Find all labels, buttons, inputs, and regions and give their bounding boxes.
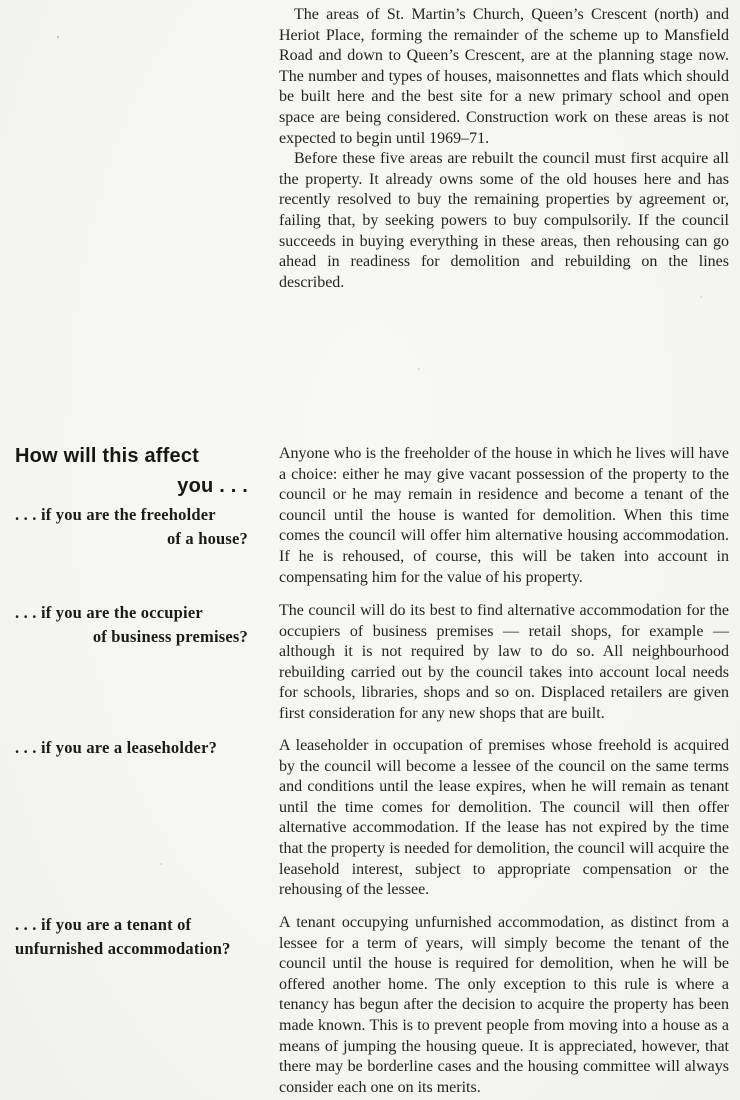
question-label-line: . . . if you are a tenant of [15,915,192,934]
intro-paragraph-2: Before these five areas are rebuilt the council must first acquire all the property. It already owns some of the old houses here and has recently resolved to buy the remaining properties by agreement or, failing that, by seeking powers to buy compulsorily. If the council succeeds in buying everything in these areas, then rehousing can go ahead in readiness for demolition and rebuilding on the lines described. [279,150,729,291]
question-label-tenant [15,913,248,961]
question-label-business-occupier [15,601,248,649]
answer-paragraph-freeholder: Anyone who is the freeholder of the house in which he lives will have a choice: either he may give vacant possession of the property to the council or he may remain in residence and become a tenant of the council until the house is wanted for demolition. When this time comes the council will offer him alternative housing accommodation. If he is rehoused, of course, this will be taken into account in compensating him for the value of his property. [279,445,729,586]
answer-paragraph-tenant: A tenant occupying unfurnished accommodation, as distinct from a lessee for a term of years, will simply become the tenant of the council until the house is required for demolition, when he will be offered another home. The only exception to this rule is where a tenancy has begun after the decision to acquire the property has been made known. This is to prevent people from moving into a house as a means of jumping the housing queue. It is appreciated, however, that there may be borderline cases and the housing committee will always consider each one on its merits. [279,914,729,1096]
intro-text-block [279,5,729,293]
scan-speck [57,36,59,38]
question-label-line: unfurnished accommodation? [15,939,231,958]
question-label-line: . . . if you are a leaseholder? [15,738,218,757]
answer-paragraph-leaseholder: A leaseholder in occupation of premises whose freehold is acquired by the council will become a lessee of the council on the same terms and conditions until the lease expires, when he will remain as tenant until the time comes for demolition. The council will then offer alternative accommodation. If the lease has not expired by the time that the property is needed for demolition, the council will acquire the leasehold interest, subject to appropriate compensation or the rehousing of the lessee. [279,737,729,899]
scan-speck [700,296,702,298]
section-heading [15,441,248,501]
question-label-line: . . . if you are the occupier [15,603,203,622]
intro-paragraph-1: The areas of St. Martin’s Church, Queen’s Crescent (north) and Heriot Place, forming the remainder of the scheme up to Mansfield Road and down to Queen’s Crescent, are at the planning stage now. The number and types of houses, maisonnettes and flats which should be built here and the best site for a new primary school and open space are being considered. Construction work on these areas is not expected to begin until 1969–71. [279,6,729,147]
scan-speck [418,368,420,370]
question-label-freeholder [15,503,248,551]
section-heading-line1: How will this affect [15,445,200,467]
question-label-line: of a house? [166,529,248,548]
question-label-line: of business premises? [92,627,248,646]
scan-speck [160,863,162,865]
question-label-line: . . . if you are the freeholder [15,505,216,524]
answer-paragraph-business-occupier: The council will do its best to find alternative accommodation for the occupiers of business premises — retail shops, for example — although it is not required by law to do so. All neighbourhood rebuilding carried out by the council takes into account local needs for schools, libraries, shops and so on. Displaced retailers are given first consideration for any new shops that are built. [279,602,729,722]
question-label-leaseholder [15,736,248,760]
section-heading-line2: you . . . [177,475,248,497]
